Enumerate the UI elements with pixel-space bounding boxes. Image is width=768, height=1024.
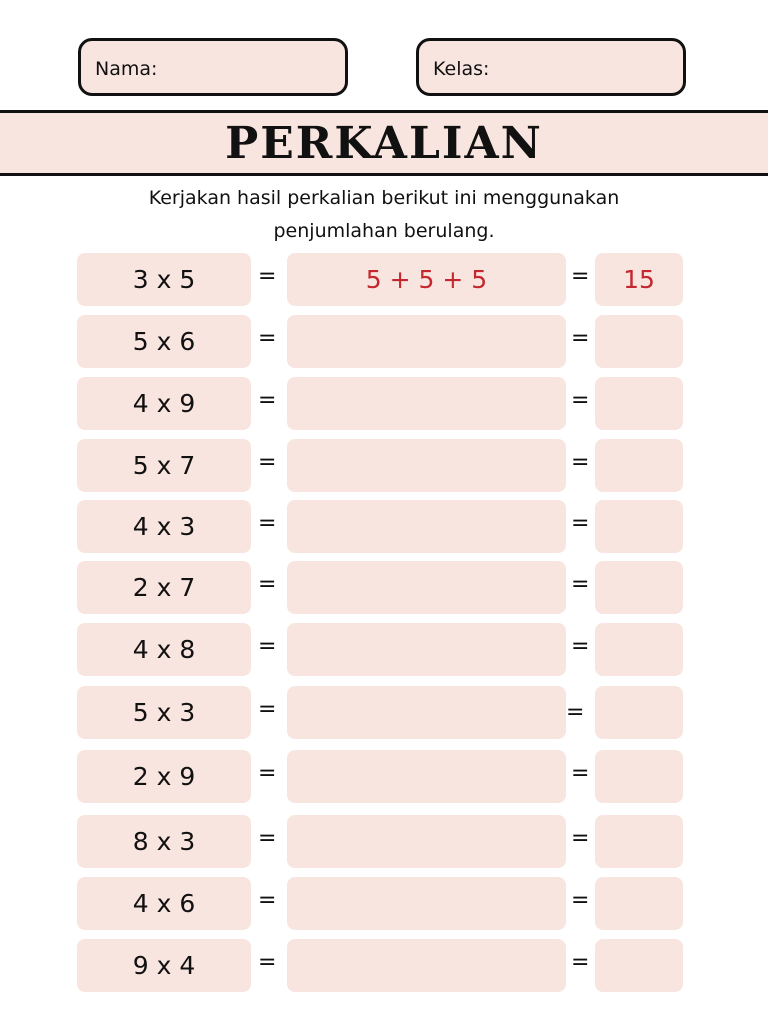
exercise-row [0,815,768,868]
instructions-line-1: Kerjakan hasil perkalian berikut ini menggunakan [148,187,620,209]
equals-sign: = [258,572,277,597]
problem-box: 4 x 8 [77,623,251,676]
work-box[interactable] [287,561,566,614]
name-field[interactable] [78,38,348,96]
exercise-row [0,439,768,492]
exercise-row [0,377,768,430]
work-box[interactable] [287,815,566,868]
exercise-row [0,877,768,930]
page-title: PERKALIAN [225,117,543,169]
equals-sign: = [571,761,590,786]
work-box[interactable] [287,877,566,930]
answer-box[interactable] [595,686,683,739]
answer-box[interactable] [595,750,683,803]
answer-box[interactable] [595,500,683,553]
problem-box: 8 x 3 [77,815,251,868]
equals-sign: = [571,826,590,851]
equals-sign: = [571,511,590,536]
problem-box: 5 x 3 [77,686,251,739]
equals-sign: = [571,950,590,975]
answer-box[interactable] [595,377,683,430]
problem-box: 4 x 3 [77,500,251,553]
answer-box[interactable] [595,939,683,992]
answer-box[interactable] [595,623,683,676]
problem-box: 5 x 7 [77,439,251,492]
problem-box: 9 x 4 [77,939,251,992]
equals-sign: = [571,634,590,659]
problem-box: 4 x 9 [77,377,251,430]
problem-box: 2 x 7 [77,561,251,614]
instructions [84,182,684,248]
answer-box[interactable] [595,561,683,614]
work-box[interactable] [287,686,566,739]
answer-box[interactable]: 15 [595,253,683,306]
problem-box: 3 x 5 [77,253,251,306]
work-box[interactable] [287,439,566,492]
exercise-row [0,561,768,614]
equals-sign: = [571,450,590,475]
equals-sign: = [258,388,277,413]
name-label: Nama: [95,58,158,80]
equals-sign: = [571,388,590,413]
problem-box: 5 x 6 [77,315,251,368]
equals-sign: = [258,888,277,913]
work-box[interactable] [287,750,566,803]
work-box[interactable] [287,939,566,992]
answer-box[interactable] [595,439,683,492]
exercise-row [0,939,768,992]
exercise-row [0,253,768,306]
equals-sign: = [571,326,590,351]
answer-box[interactable] [595,815,683,868]
equals-sign: = [566,700,585,725]
equals-sign: = [571,264,590,289]
work-box[interactable]: 5 + 5 + 5 [287,253,566,306]
equals-sign: = [258,326,277,351]
class-label: Kelas: [433,58,490,80]
exercise-row [0,750,768,803]
problem-box: 4 x 6 [77,877,251,930]
exercise-row [0,500,768,553]
equals-sign: = [258,761,277,786]
work-box[interactable] [287,500,566,553]
equals-sign: = [258,511,277,536]
equals-sign: = [571,888,590,913]
exercise-row [0,623,768,676]
equals-sign: = [571,572,590,597]
equals-sign: = [258,450,277,475]
exercise-row [0,315,768,368]
class-field[interactable] [416,38,686,96]
work-box[interactable] [287,377,566,430]
answer-box[interactable] [595,315,683,368]
instructions-line-2: penjumlahan berulang. [273,220,495,242]
work-box[interactable] [287,623,566,676]
equals-sign: = [258,697,277,722]
answer-box[interactable] [595,877,683,930]
equals-sign: = [258,950,277,975]
equals-sign: = [258,264,277,289]
problem-box: 2 x 9 [77,750,251,803]
work-box[interactable] [287,315,566,368]
exercise-row [0,686,768,739]
equals-sign: = [258,634,277,659]
equals-sign: = [258,826,277,851]
title-band [0,110,768,176]
